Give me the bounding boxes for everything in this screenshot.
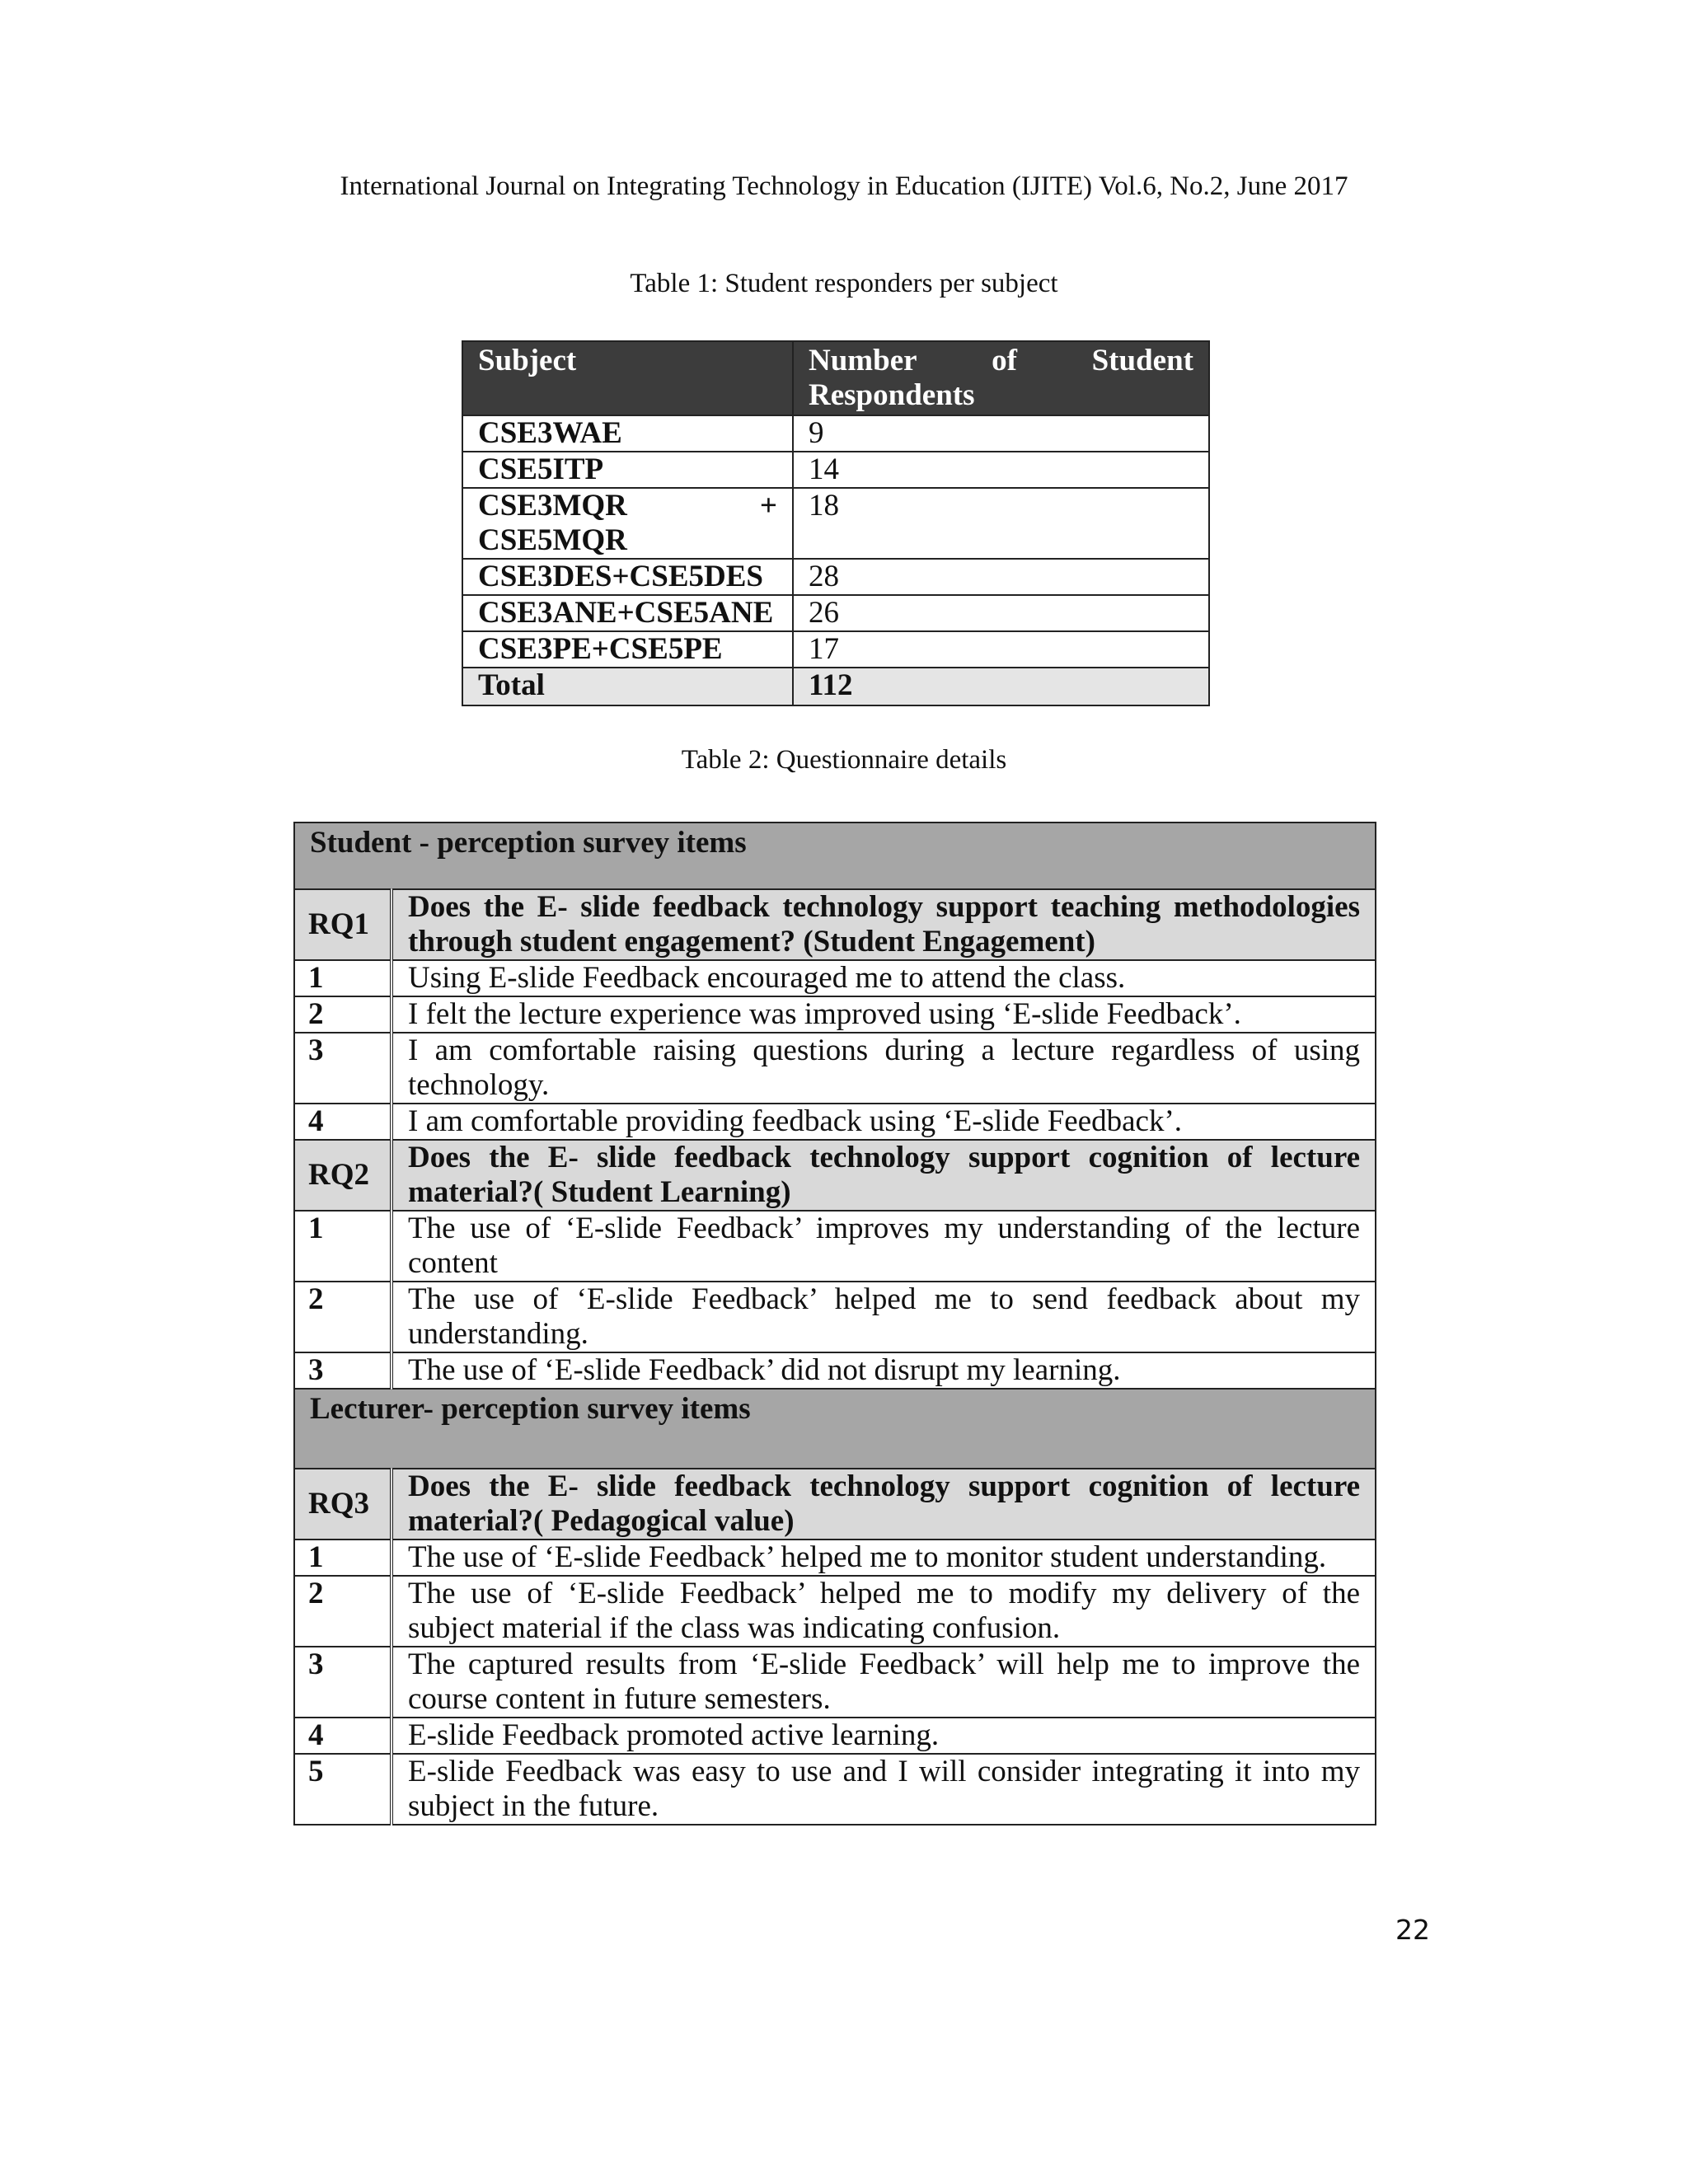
rq2-row [294,1140,1376,1211]
item-number: 1 [294,1211,392,1282]
count-cell: 9 [793,415,1209,452]
header-subject: Subject [462,341,793,415]
rq3-row [294,1469,1376,1540]
item-text: The use of ‘E-slide Feedback’ did not disrupt my learning. [392,1352,1376,1389]
table1-caption: Table 1: Student responders per subject [630,269,1058,298]
subject-cell: CSE5ITP [462,452,793,488]
count-cell: 26 [793,595,1209,631]
lecturer-section-heading: Lecturer- perception survey items [294,1389,1376,1469]
item-number: 2 [294,1282,392,1352]
table-row [294,1104,1376,1140]
table-row [294,1211,1376,1282]
subject-cell: CSE3ANE+CSE5ANE [462,595,793,631]
table2-caption: Table 2: Questionnaire details [681,745,1007,775]
table-row [462,631,1209,668]
subject-plus: + [759,489,777,523]
header-word-of: of [992,344,1017,377]
count-cell: 18 [793,488,1209,559]
rq1-id: RQ1 [294,889,392,960]
questionnaire-table [293,822,1376,1825]
item-text: E-slide Feedback was easy to use and I will consider integrating it into my subject in the future. [392,1754,1376,1825]
header-word-student: Student [1091,344,1193,377]
header-respondents [793,341,1209,415]
header-respondents-line1 [809,344,1193,378]
header-word-number: Number [809,344,917,377]
table-row [294,1718,1376,1754]
table1-header-row [462,341,1209,415]
table-row [294,960,1376,996]
table-row [294,1282,1376,1352]
subject-cell: CSE3DES+CSE5DES [462,559,793,595]
rq1-row [294,889,1376,960]
item-number: 4 [294,1718,392,1754]
item-text: Using E-slide Feedback encouraged me to attend the class. [392,960,1376,996]
table-row [462,488,1209,559]
total-label: Total [462,668,793,705]
subject-cell: CSE3WAE [462,415,793,452]
item-number: 2 [294,1576,392,1647]
running-header: International Journal on Integrating Technology in Education (IJITE) Vol.6, No.2, June 2017 [340,171,1348,201]
count-cell: 28 [793,559,1209,595]
table-row [294,996,1376,1033]
item-text: E-slide Feedback promoted active learning. [392,1718,1376,1754]
total-value: 112 [793,668,1209,705]
table-row [294,1576,1376,1647]
table-row [462,415,1209,452]
table-row [294,1033,1376,1104]
count-cell: 17 [793,631,1209,668]
item-text: The captured results from ‘E-slide Feedback’ will help me to improve the course content in future semesters. [392,1647,1376,1718]
table-row [462,559,1209,595]
item-text: The use of ‘E-slide Feedback’ helped me to monitor student understanding. [392,1540,1376,1576]
student-section-heading: Student - perception survey items [294,823,1376,889]
student-section-row [294,823,1376,889]
subject-cell [462,488,793,559]
item-text: I felt the lecture experience was improved using ‘E-slide Feedback’. [392,996,1376,1033]
item-number: 2 [294,996,392,1033]
item-number: 3 [294,1352,392,1389]
subject-part-b: CSE5MQR [478,523,627,557]
item-text: I am comfortable providing feedback using ‘E-slide Feedback’. [392,1104,1376,1140]
item-number: 1 [294,1540,392,1576]
item-number: 1 [294,960,392,996]
student-responders-table [462,340,1210,706]
rq3-id: RQ3 [294,1469,392,1540]
table-row [462,452,1209,488]
subject-line1 [478,489,777,523]
table-row [294,1540,1376,1576]
table-row [294,1647,1376,1718]
lecturer-section-row [294,1389,1376,1469]
item-number: 3 [294,1647,392,1718]
item-text: I am comfortable raising questions during a lecture regardless of using technology. [392,1033,1376,1104]
item-text: The use of ‘E-slide Feedback’ helped me to send feedback about my understanding. [392,1282,1376,1352]
page-number: 22 [1395,1914,1430,1946]
subject-part-a: CSE3MQR [478,489,627,523]
table-row [294,1754,1376,1825]
table-row [294,1352,1376,1389]
table1-total-row [462,668,1209,705]
header-word-respondents: Respondents [809,378,975,412]
item-text: The use of ‘E-slide Feedback’ helped me to modify my delivery of the subject material if the class was indicating confusion. [392,1576,1376,1647]
table-row [462,595,1209,631]
count-cell: 14 [793,452,1209,488]
item-number: 3 [294,1033,392,1104]
rq2-id: RQ2 [294,1140,392,1211]
rq1-question: Does the E- slide feedback technology support teaching methodologies through student engagement? (Student Engagement) [392,889,1376,960]
rq3-question: Does the E- slide feedback technology support cognition of lecture material?( Pedagogical value) [392,1469,1376,1540]
subject-cell: CSE3PE+CSE5PE [462,631,793,668]
item-text: The use of ‘E-slide Feedback’ improves my understanding of the lecture content [392,1211,1376,1282]
rq2-question: Does the E- slide feedback technology support cognition of lecture material?( Student Learning) [392,1140,1376,1211]
item-number: 4 [294,1104,392,1140]
item-number: 5 [294,1754,392,1825]
